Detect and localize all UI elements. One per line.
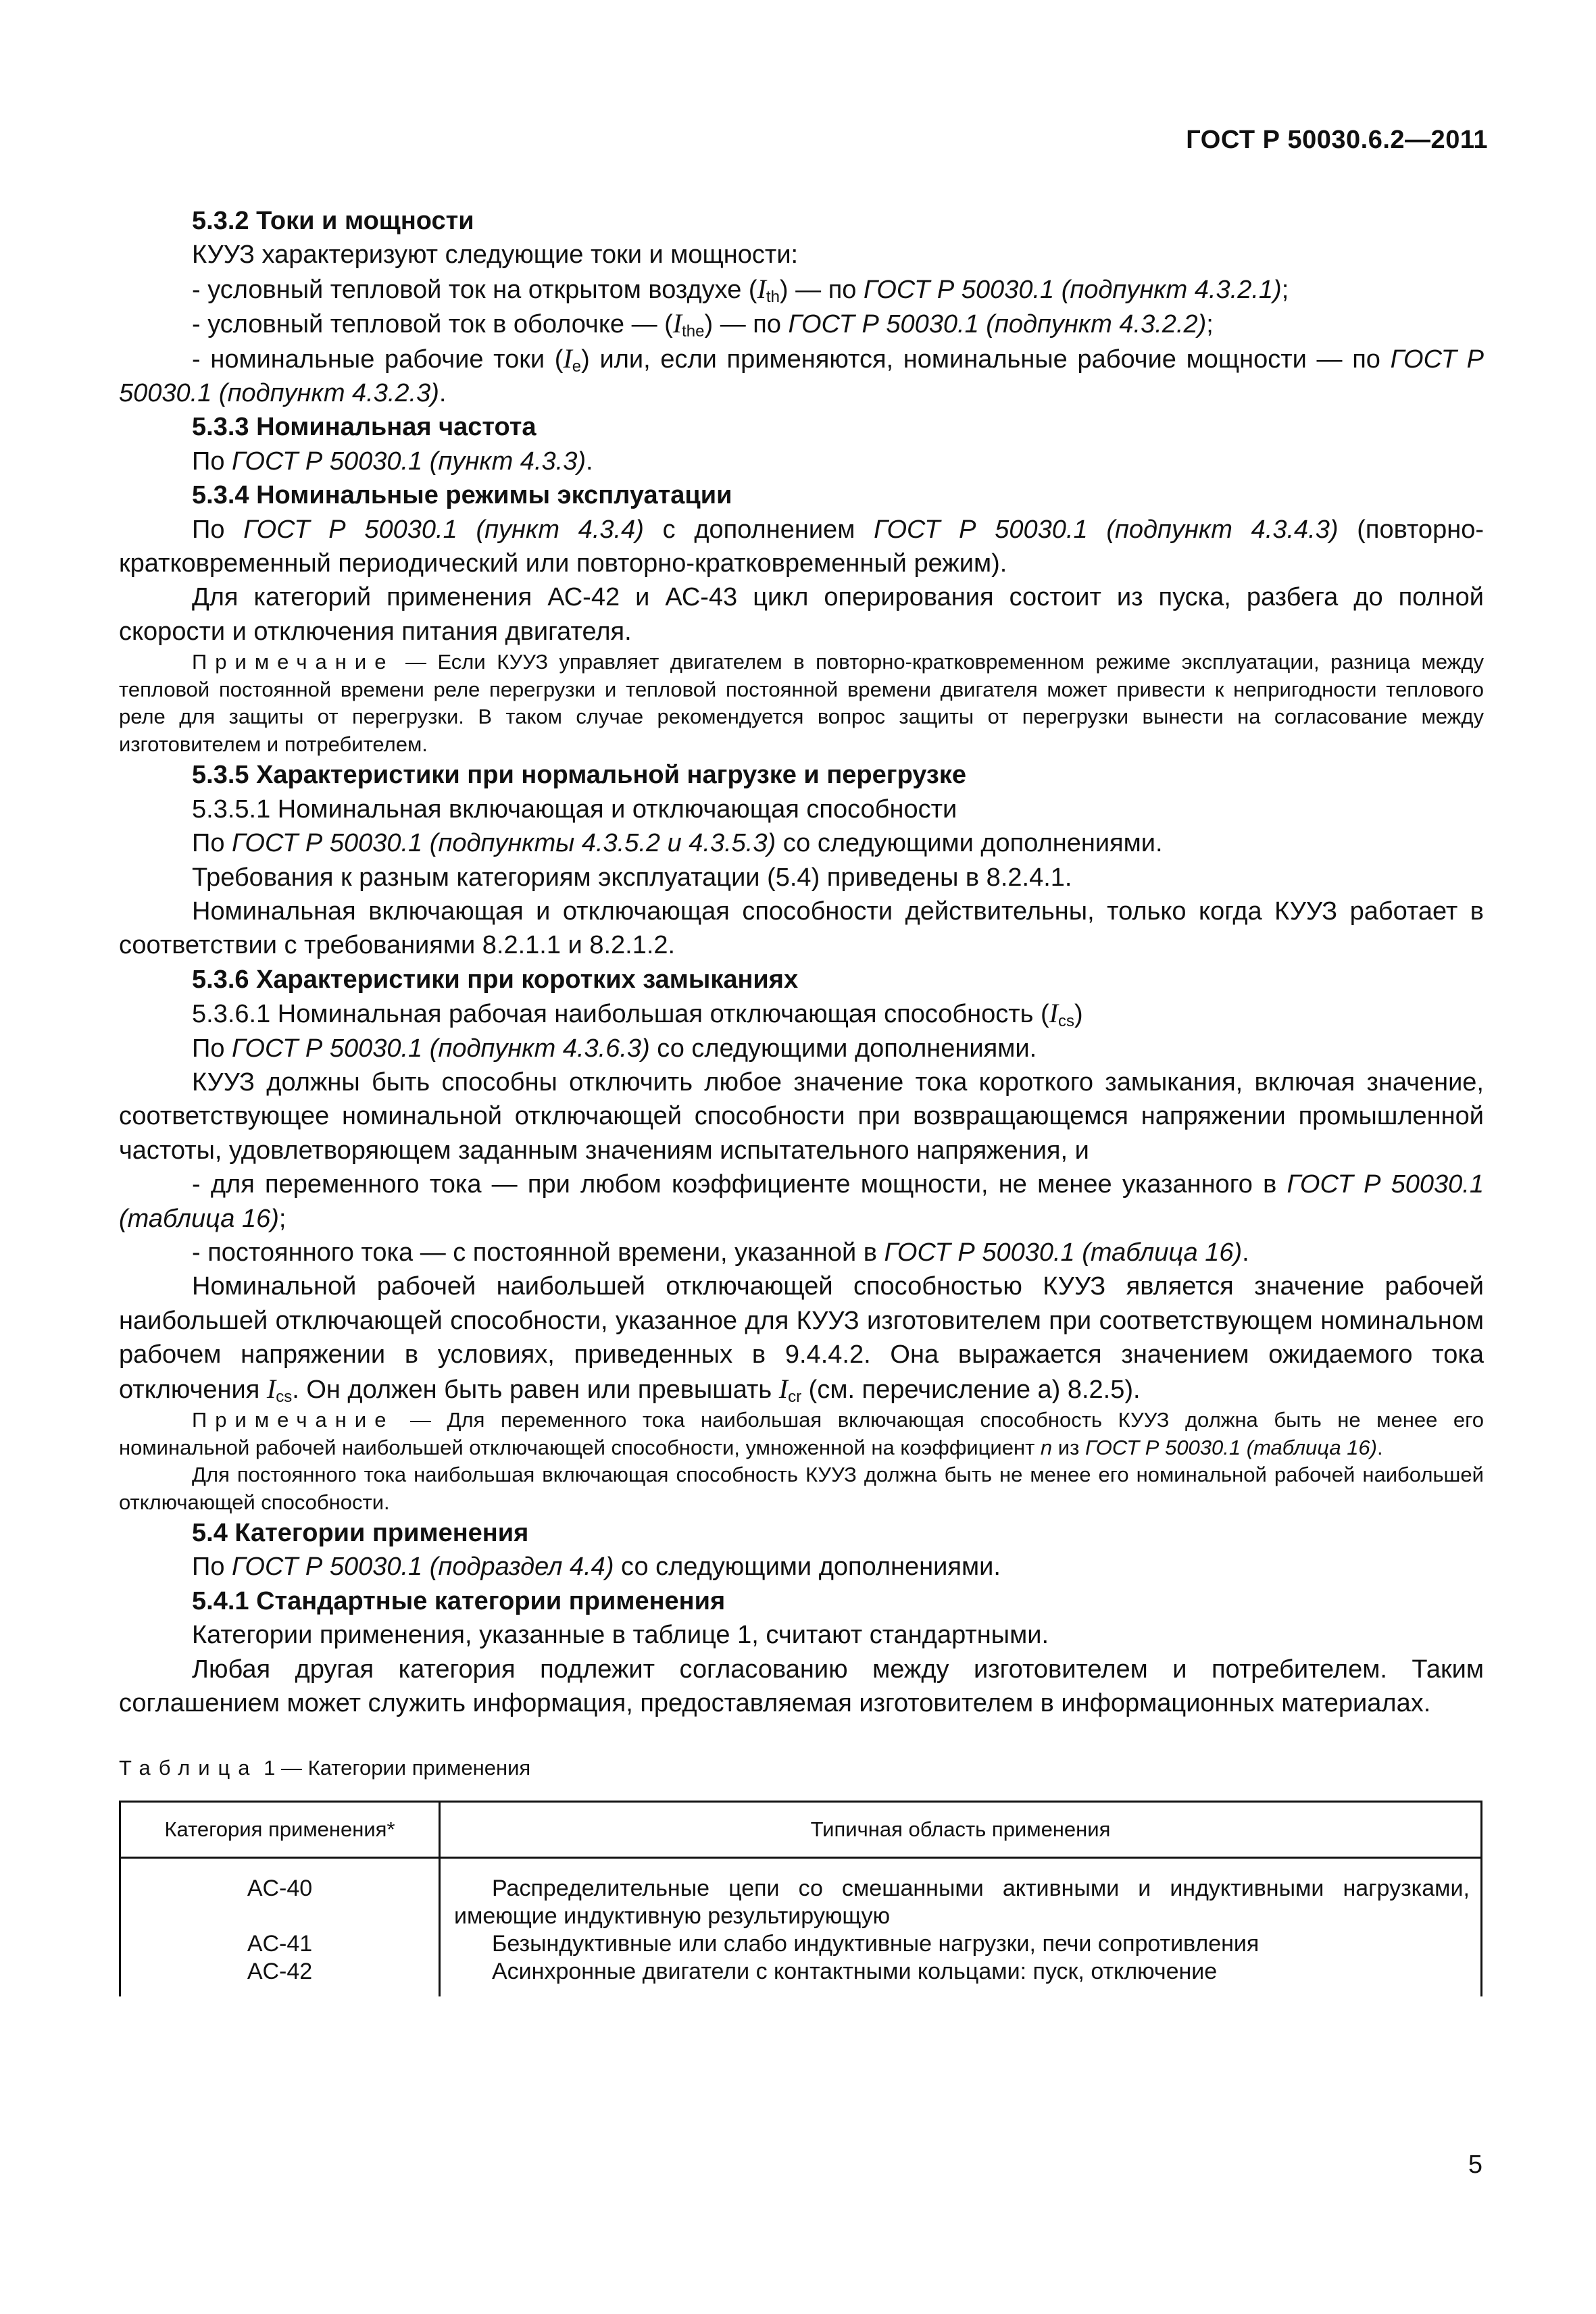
paragraph: Номинальная включающая и отключающая способности действительны, только когда КУУЗ работает в соответствии с требованиями 8.2.1.1 и 8.2.1.2.	[119, 897, 1484, 960]
table-cell-category: AC-40	[247, 1875, 313, 1901]
standard-reference: ГОСТ Р 50030.1 (таблица 16)	[119, 1170, 1484, 1233]
list-item: - для переменного тока — при любом коэффициенте мощности, не менее указанного в ГОСТ Р 50030.1 (таблица 16);	[119, 1170, 1484, 1233]
document-body	[119, 204, 1484, 1996]
standard-reference: ГОСТ Р 50030.1 (подпункт 4.3.6.3)	[232, 1034, 650, 1063]
standard-reference: ГОСТ Р 50030.1 (подпункт 4.3.4.3)	[874, 515, 1339, 544]
note-label: Примечание	[192, 650, 395, 674]
table-caption: Таблица 1 — Категории применения	[119, 1756, 531, 1780]
table-cell-application: Распределительные цепи со смешанными активными и индуктивными нагрузками, имеющие индуктивную результирующую	[454, 1875, 1470, 1929]
note: Примечание — Для переменного тока наибольшая включающая способность КУУЗ должна быть не менее его номинальной рабочей наибольшей отключающей способности, умноженной на коэффициент n из ГОСТ Р 50030.1 (таблица 16).	[119, 1408, 1484, 1459]
paragraph: Категории применения, указанные в таблице 1, считают стандартными.	[192, 1621, 1049, 1650]
standard-reference: ГОСТ Р 50030.1 (подраздел 4.4)	[232, 1553, 614, 1582]
note: Примечание — Если КУУЗ управляет двигателем в повторно-кратковременном режиме эксплуатации, разница между тепловой постоянной времени реле перегрузки и тепловой постоянной времени двигателя может привести к непригодности теплового реле для защиты от перегрузки. В таком случае рекомендуется вопрос защиты от перегрузки вынести на согласование между изготовителем и потребителем.	[119, 650, 1484, 756]
standard-reference: ГОСТ Р 50030.1 (подпункт 4.3.2.3)	[119, 345, 1485, 408]
paragraph: По ГОСТ Р 50030.1 (подраздел 4.4) со следующими дополнениями.	[192, 1553, 1001, 1582]
paragraph: Для категорий применения АС-42 и АС-43 цикл оперирования состоит из пуска, разбега до полной скорости и отключения питания двигателя.	[119, 583, 1484, 646]
table-header-category: Категория применения*	[120, 1801, 440, 1857]
list-item: - постоянного тока — с постоянной времени, указанной в ГОСТ Р 50030.1 (таблица 16).	[192, 1238, 1249, 1267]
paragraph: По ГОСТ Р 50030.1 (пункт 4.3.3).	[192, 447, 593, 476]
subsection-title: 5.3.5.1 Номинальная включающая и отключающая способности	[192, 795, 957, 824]
paragraph: КУУЗ характеризуют следующие токи и мощности:	[192, 241, 799, 270]
standard-reference: ГОСТ Р 50030.1 (подпункт 4.3.2.1)	[863, 275, 1282, 304]
section-heading-5-3-5: 5.3.5 Характеристики при нормальной нагрузке и перегрузке	[192, 761, 966, 790]
list-item: - условный тепловой ток на открытом воздухе $(I_{th})$ — по ГОСТ Р 50030.1 (подпункт 4.3.2.1);	[192, 273, 1289, 306]
section-heading-5-4: 5.4 Категории применения	[192, 1519, 529, 1547]
table-cell-category: AC-41	[247, 1930, 313, 1957]
document-code-header: ГОСТ Р 50030.6.2—2011	[1186, 126, 1488, 154]
table-row	[120, 1857, 1482, 1996]
note-continuation: Для постоянного тока наибольшая включающая способность КУУЗ должна быть не менее его номинальной рабочей наибольшей отключающей способности.	[119, 1463, 1484, 1514]
note-label: Примечание	[192, 1408, 395, 1432]
standard-reference: ГОСТ Р 50030.1 (подпункт 4.3.2.2)	[788, 310, 1207, 339]
list-item: - условный тепловой ток в оболочке — $(I_{the})$ — по ГОСТ Р 50030.1 (подпункт 4.3.2.2);	[192, 308, 1214, 341]
paragraph: Номинальной рабочей наибольшей отключающей способностью КУУЗ является значение рабочей наибольшей отключающей способности, указанное для КУУЗ изготовителем при соответствующем номинальном рабочем напряжении в условиях, приведенных в 9.4.4.2. Она выражается значением ожидаемого тока отключения $I_{cs}$. Он должен быть равен или превышать $I_{cr}$ (см. перечисление а) 8.2.5).	[119, 1272, 1484, 1406]
table-cell-application: Асинхронные двигатели с контактными кольцами: пуск, отключение	[492, 1958, 1218, 1984]
list-item: - номинальные рабочие токи $(I_e)$ или, если применяются, номинальные рабочие мощности — по ГОСТ Р 50030.1 (подпункт 4.3.2.3).	[119, 343, 1485, 408]
standard-reference: ГОСТ Р 50030.1 (подпункты 4.3.5.2 и 4.3.5.3)	[232, 829, 776, 858]
standard-reference: ГОСТ Р 50030.1 (таблица 16)	[884, 1238, 1243, 1267]
section-heading-5-3-3: 5.3.3 Номинальная частота	[192, 413, 537, 442]
table-cell-category: AC-42	[247, 1958, 313, 1984]
section-heading-5-3-2: 5.3.2 Токи и мощности	[192, 207, 474, 235]
page-number: 5	[1468, 2150, 1482, 2179]
paragraph: По ГОСТ Р 50030.1 (подпункты 4.3.5.2 и 4.3.5.3) со следующими дополнениями.	[192, 829, 1163, 858]
table-cell-application: Безындуктивные или слабо индуктивные нагрузки, печи сопротивления	[492, 1930, 1260, 1957]
paragraph: По ГОСТ Р 50030.1 (пункт 4.3.4) с дополнением ГОСТ Р 50030.1 (подпункт 4.3.4.3) (повторно-кратковременный периодический или повторно-кратковременный режим).	[119, 515, 1484, 578]
paragraph: Любая другая категория подлежит согласованию между изготовителем и потребителем. Таким соглашением может служить информация, предоставляемая изготовителем в информационных материалах.	[119, 1655, 1484, 1718]
section-heading-5-3-4: 5.3.4 Номинальные режимы эксплуатации	[192, 481, 732, 510]
paragraph: КУУЗ должны быть способны отключить любое значение тока короткого замыкания, включая значение, соответствующее номинальной отключающей способности при возвращающемся напряжении промышленной частоты, удовлетворяющем заданным значениям испытательного напряжения, и	[119, 1067, 1484, 1165]
subsection-title: 5.3.6.1 Номинальная рабочая наибольшая отключающая способность $(I_{cs})$	[192, 998, 1083, 1031]
section-heading-5-4-1: 5.4.1 Стандартные категории применения	[192, 1586, 726, 1615]
standard-reference: ГОСТ Р 50030.1 (пункт 4.3.3)	[232, 447, 586, 476]
paragraph: Требования к разным категориям эксплуатации (5.4) приведены в 8.2.4.1.	[192, 863, 1072, 892]
categories-table	[119, 1801, 1482, 1996]
standard-reference: ГОСТ Р 50030.1 (таблица 16)	[1084, 1435, 1377, 1459]
paragraph: По ГОСТ Р 50030.1 (подпункт 4.3.6.3) со следующими дополнениями.	[192, 1034, 1037, 1063]
table-header-application: Типичная область применения	[440, 1801, 1482, 1857]
standard-reference: ГОСТ Р 50030.1 (пункт 4.3.4)	[243, 515, 644, 544]
section-heading-5-3-6: 5.3.6 Характеристики при коротких замыканиях	[192, 965, 799, 994]
